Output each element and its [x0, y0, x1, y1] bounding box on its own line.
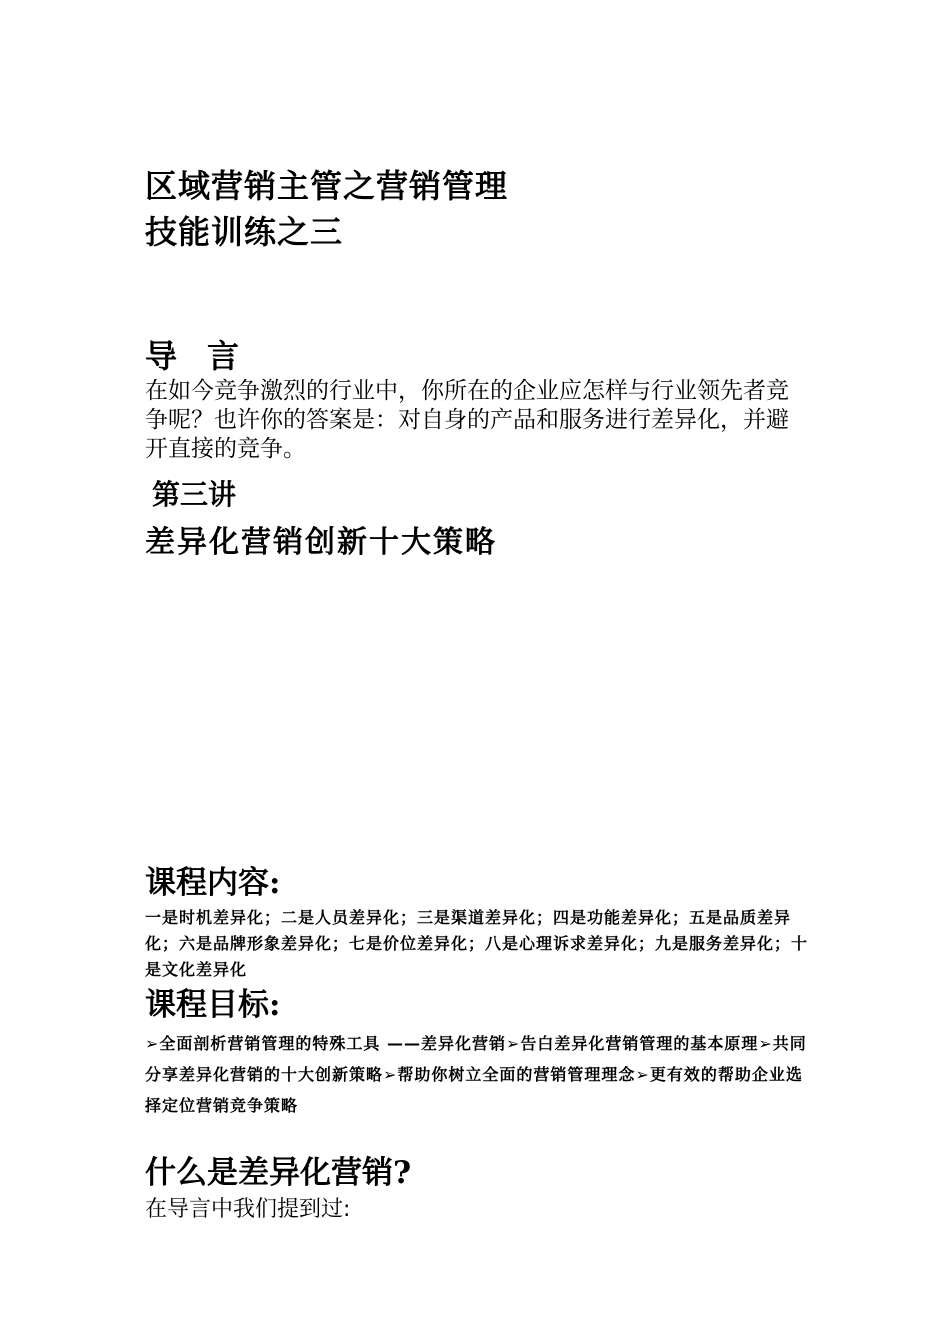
what-is-paragraph: 在导言中我们提到过:: [145, 1197, 351, 1222]
intro-paragraph: 在如今竞争激烈的行业中，你所在的企业应怎样与行业领先者竞争呢？也许你的答案是：对自身的产品和服务进行差异化，并避开直接的竞争。: [145, 378, 789, 462]
what-is-heading: 什么是差异化营销?: [145, 1155, 412, 1191]
course-goal-paragraph: ➢全面剖析营销管理的特殊工具 ——差异化营销➢告白差异化营销管理的基本原理➢共同分享差异化营销的十大创新策略➢帮助你树立全面的营销管理理念➢更有效的帮助企业选择定位营销竞争策略: [145, 1034, 807, 1115]
document-title-line1: 区域营销主管之营销管理: [145, 167, 509, 205]
intro-heading: [145, 336, 239, 376]
course-goal-heading: 课程目标:: [145, 987, 281, 1023]
document-title-line2: 技能训练之三: [145, 213, 344, 251]
intro-heading-part1: 导: [145, 337, 178, 375]
strategy-title: 差异化营销创新十大策略: [145, 525, 497, 560]
course-content-paragraph: 一是时机差异化；二是人员差异化；三是渠道差异化；四是功能差异化；五是品质差异化；六是品牌形象差异化；七是价位差异化；八是心理诉求差异化；九是服务差异化；十是文化差异化: [145, 908, 809, 979]
lecture-label: 第三讲: [152, 478, 237, 511]
course-content-heading: 课程内容:: [145, 865, 281, 901]
intro-heading-part2: 言: [207, 337, 240, 375]
